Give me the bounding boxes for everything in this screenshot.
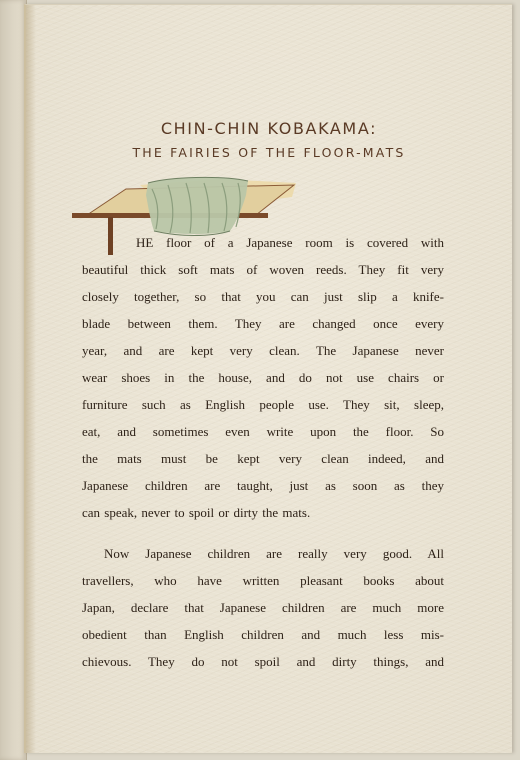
paragraph-1-line: blade between them. They are changed once every xyxy=(82,316,444,331)
paragraph-1-line: Japanese children are taught, just as soon as they xyxy=(82,478,444,493)
paragraph-2-line: Now Japanese children are really very good. All xyxy=(104,546,444,561)
paragraph-1-opening xyxy=(136,229,444,256)
page-gutter-shadow xyxy=(26,5,36,753)
paragraph-1-line-0: HE floor of a Japanese room is covered with xyxy=(136,235,444,250)
paragraph-1-line: furniture such as English people use. They sit, sleep, xyxy=(82,397,444,412)
chapter-subtitle: THE FAIRIES OF THE FLOOR-MATS xyxy=(132,145,406,160)
chapter-title: CHIN-CHIN KOBAKAMA: xyxy=(160,119,378,138)
paragraph-2 xyxy=(82,540,444,675)
paragraph-2-line: travellers, who have written pleasant books about xyxy=(82,573,444,588)
paragraph-1-line: beautiful thick soft mats of woven reeds. They fit very xyxy=(82,262,444,277)
paragraph-1 xyxy=(82,256,444,526)
paragraph-1-line: year, and are kept very clean. The Japanese never xyxy=(82,343,444,358)
book-page xyxy=(24,4,512,753)
paragraph-1-line: eat, and sometimes even write upon the floor. So xyxy=(82,424,444,439)
paragraph-2-line: chievous. They do not spoil and dirty things, and xyxy=(82,654,444,669)
paragraph-1-line: can speak, never to spoil or dirty the mats. xyxy=(82,505,311,520)
paragraph-1-line: the mats must be kept very clean indeed, and xyxy=(82,451,444,466)
paragraph-2-line: obedient than English children and much less mis- xyxy=(82,627,444,642)
left-page-edge xyxy=(0,0,27,760)
paragraph-1-line: closely together, so that you can just slip a knife- xyxy=(82,289,444,304)
paragraph-1-line: wear shoes in the house, and do not use chairs or xyxy=(82,370,444,385)
paragraph-2-line: Japan, declare that Japanese children are much more xyxy=(82,600,444,615)
